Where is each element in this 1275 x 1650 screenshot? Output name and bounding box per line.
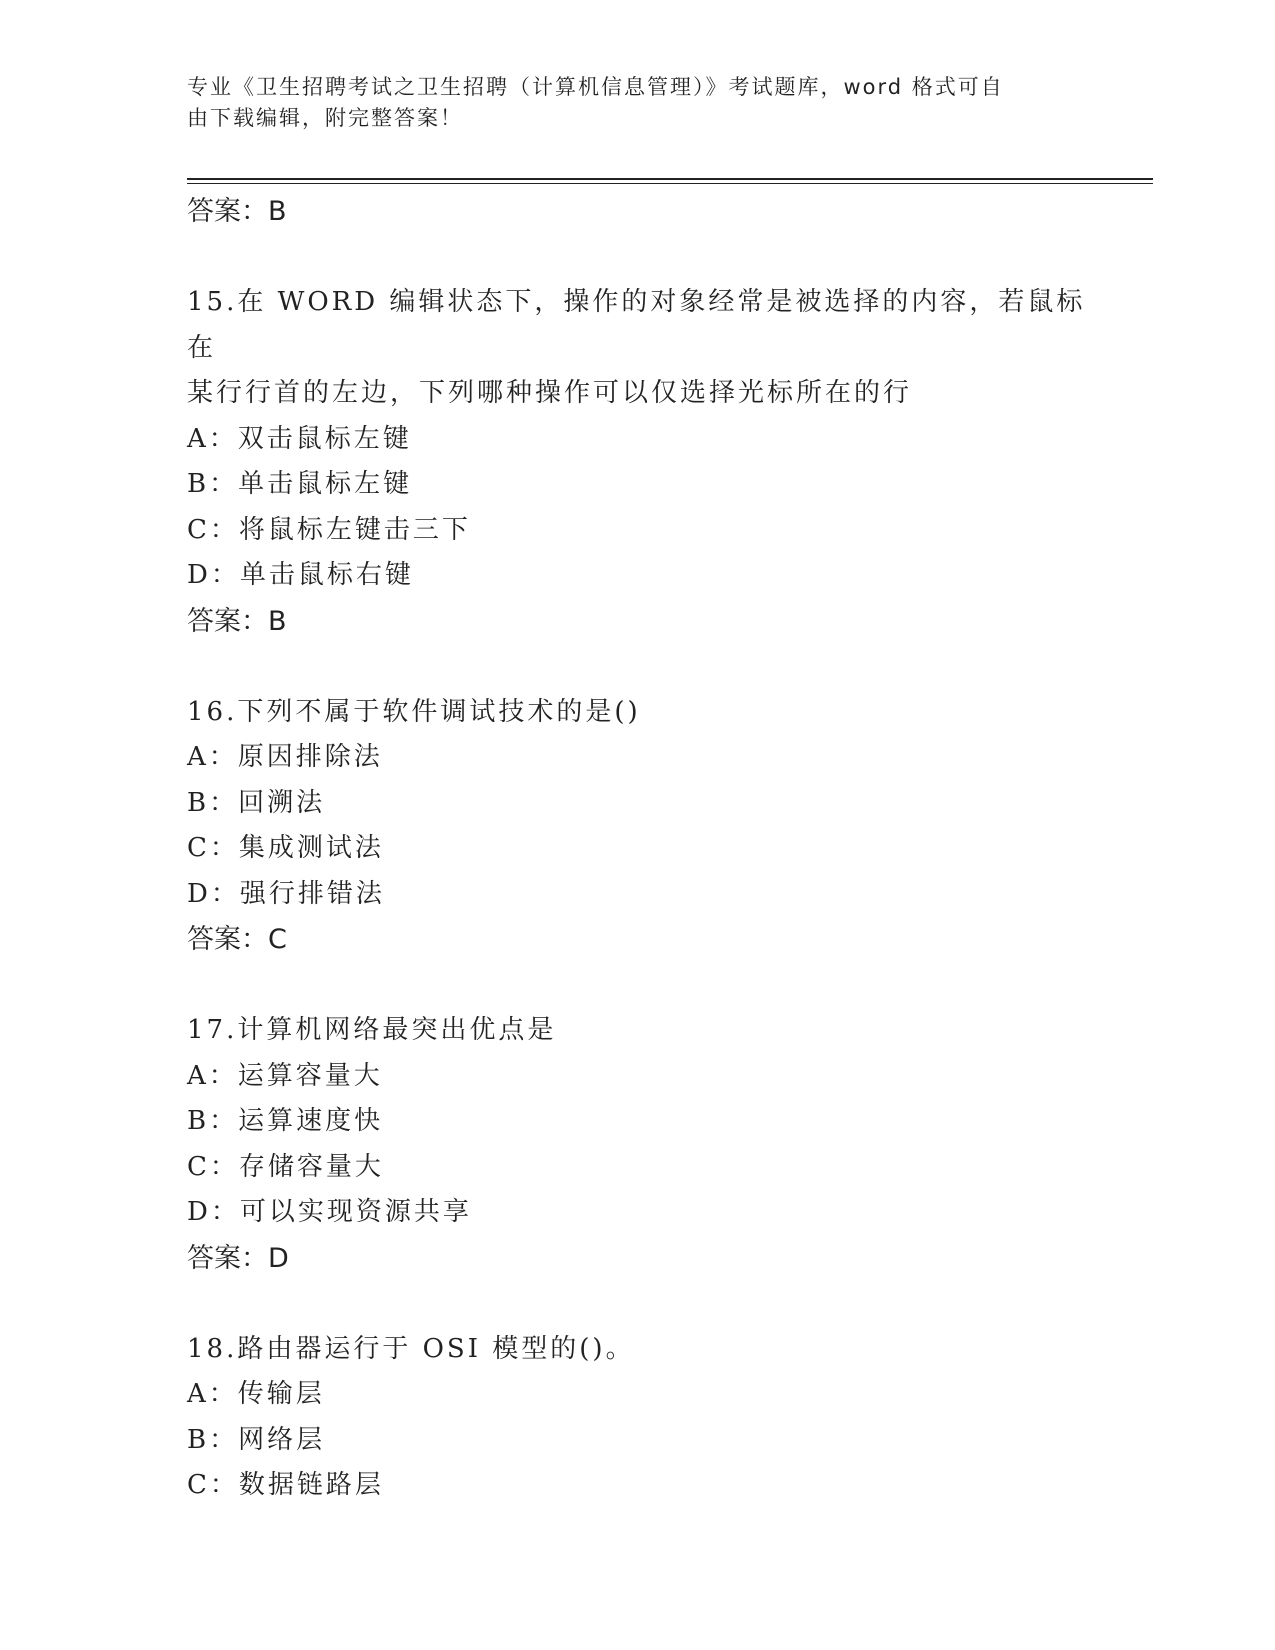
- option-d: D：可以实现资源共享: [187, 1197, 472, 1227]
- document-header: [187, 72, 1067, 134]
- question-18: [187, 1327, 1087, 1509]
- option-a: A：运算容量大: [187, 1060, 383, 1091]
- question-text: 某行行首的左边，下列哪种操作可以仅选择光标所在的行: [187, 378, 913, 408]
- answer: 答案：D: [187, 1242, 289, 1274]
- option-d: D：单击鼠标右键: [187, 560, 414, 590]
- question-text: 16.下列不属于软件调试技术的是(): [187, 696, 641, 727]
- answer: 答案：B: [187, 605, 287, 637]
- header-divider-thin: [187, 183, 1153, 184]
- option-a: A：原因排除法: [187, 742, 383, 772]
- question-list: [187, 189, 1087, 1509]
- option-c: C：数据链路层: [187, 1470, 384, 1500]
- option-c: C：集成测试法: [187, 833, 384, 863]
- option-b: B：网络层: [187, 1424, 326, 1455]
- header-divider-thick: [187, 178, 1153, 180]
- answer: 答案：C: [187, 924, 287, 955]
- question-text: 18.路由器运行于 OSI 模型的()。: [187, 1333, 635, 1364]
- option-d: D：强行排错法: [187, 878, 385, 909]
- header-line-1: 专业《卫生招聘考试之卫生招聘（计算机信息管理）》考试题库，word 格式可自: [187, 75, 1004, 99]
- question-text: 17.计算机网络最突出优点是: [187, 1015, 557, 1045]
- option-b: B：运算速度快: [187, 1106, 384, 1136]
- question-text: 15.在 WORD 编辑状态下，操作的对象经常是被选择的内容，若鼠标在: [187, 287, 1086, 363]
- option-b: B：回溯法: [187, 787, 326, 818]
- header-line-2: 由下载编辑，附完整答案！: [187, 106, 463, 130]
- question-17: [187, 1008, 1087, 1282]
- option-a: A：传输层: [187, 1379, 325, 1409]
- question-15: [187, 280, 1087, 645]
- option-c: C：将鼠标左键击三下: [187, 514, 471, 545]
- option-a: A：双击鼠标左键: [187, 423, 412, 454]
- option-c: C：存储容量大: [187, 1151, 384, 1182]
- question-16: [187, 690, 1087, 964]
- option-b: B：单击鼠标左键: [187, 469, 413, 499]
- previous-answer: 答案：B: [187, 196, 287, 227]
